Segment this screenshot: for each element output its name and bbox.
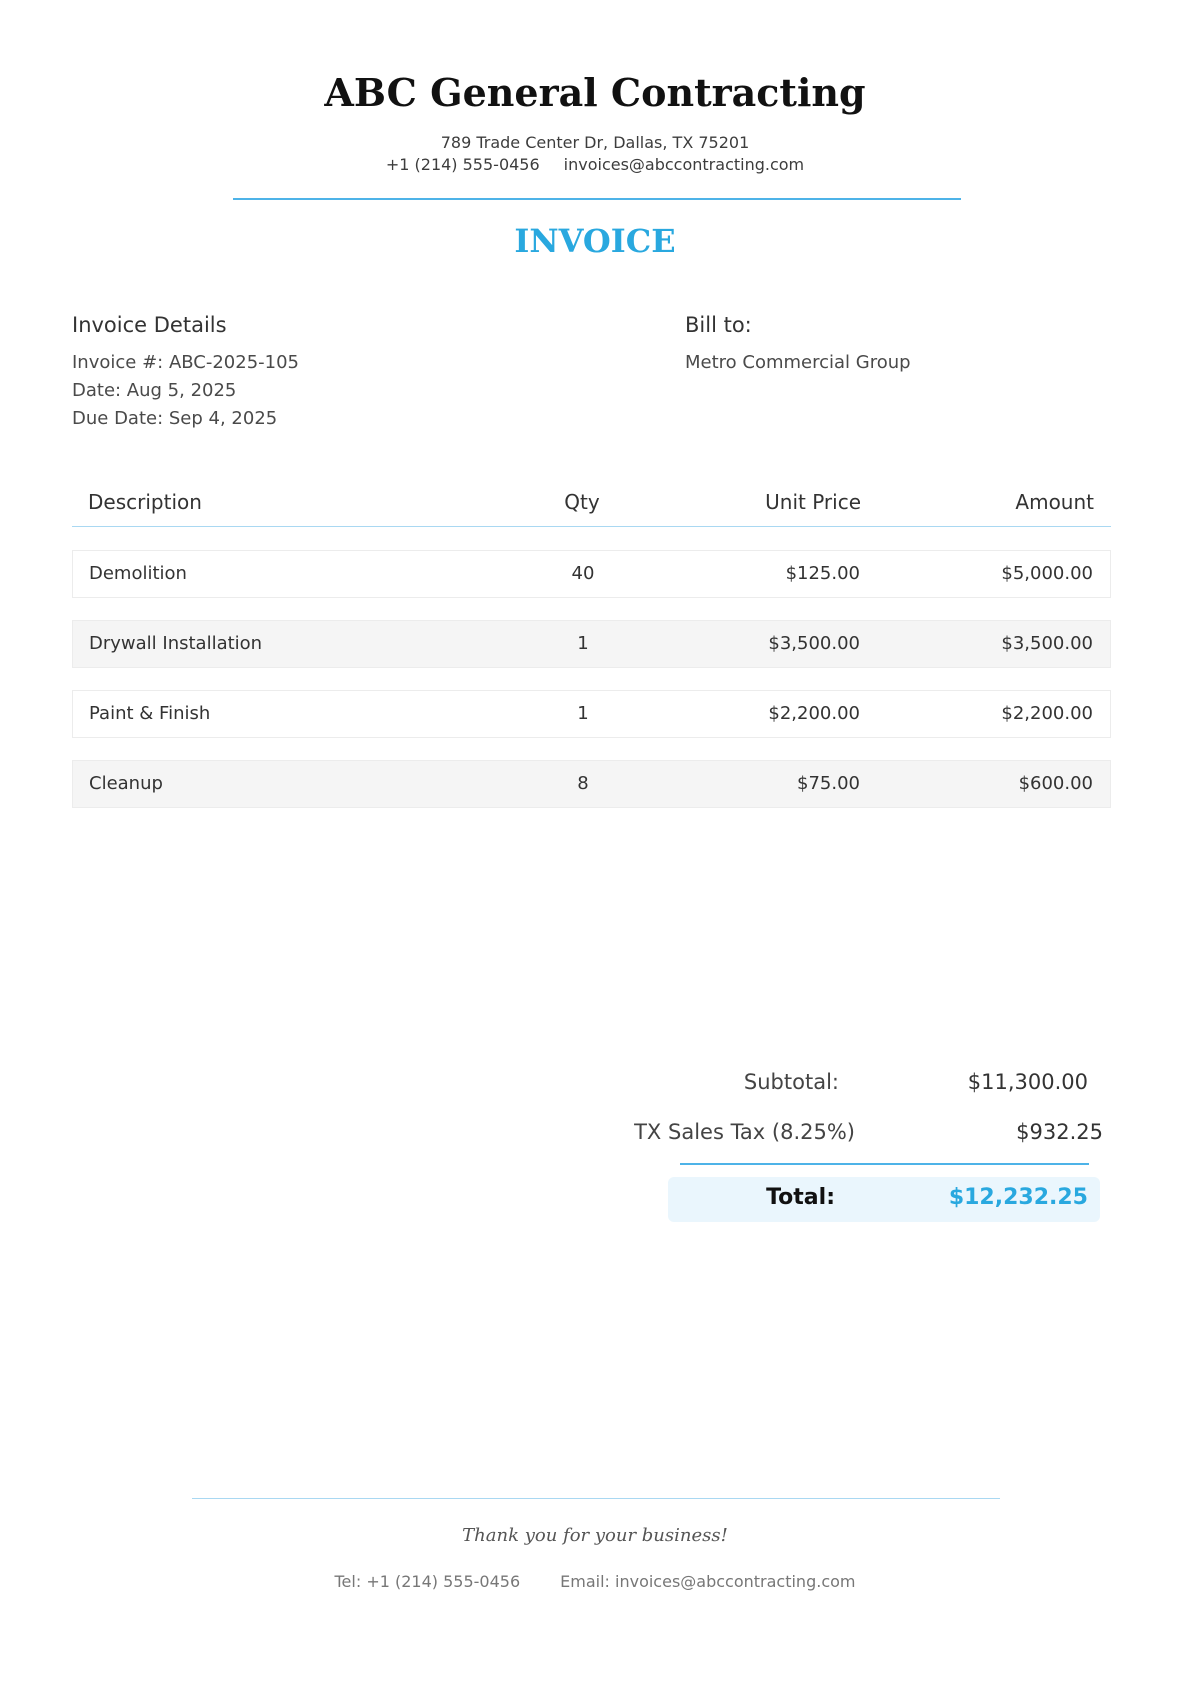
subtotal-label: Subtotal: bbox=[743, 1070, 839, 1094]
subtotal-value: $11,300.00 bbox=[967, 1070, 1088, 1094]
row-amount: $3,500.00 bbox=[1001, 633, 1093, 654]
tax-label: TX Sales Tax (8.25%) bbox=[634, 1120, 855, 1144]
company-email: invoices@abccontracting.com bbox=[563, 155, 805, 174]
total-value: $12,232.25 bbox=[948, 1185, 1088, 1210]
footer-email: Email: invoices@abccontracting.com bbox=[560, 1572, 856, 1591]
row-amount: $600.00 bbox=[1018, 773, 1093, 794]
table-header bbox=[72, 484, 1111, 527]
thank-you-note: Thank you for your business! bbox=[462, 1525, 728, 1546]
document-title: INVOICE bbox=[514, 222, 676, 260]
row-qty: 40 bbox=[571, 563, 595, 584]
totals-divider bbox=[680, 1163, 1089, 1165]
row-unit-price: $2,200.00 bbox=[768, 703, 860, 724]
footer-contact bbox=[0, 1572, 1190, 1591]
table-row bbox=[72, 760, 1111, 808]
row-unit-price: $125.00 bbox=[785, 563, 860, 584]
row-unit-price: $75.00 bbox=[797, 773, 860, 794]
company-contact bbox=[0, 155, 1190, 174]
row-amount: $5,000.00 bbox=[1001, 563, 1093, 584]
tax-value: $932.25 bbox=[1016, 1120, 1103, 1144]
row-description: Drywall Installation bbox=[89, 633, 263, 654]
company-phone: +1 (214) 555-0456 bbox=[385, 155, 540, 174]
invoice-details-heading: Invoice Details bbox=[72, 313, 227, 337]
header-divider bbox=[233, 198, 961, 200]
invoice-due-date: Due Date: Sep 4, 2025 bbox=[72, 408, 278, 429]
row-unit-price: $3,500.00 bbox=[768, 633, 860, 654]
footer-divider bbox=[192, 1498, 1000, 1499]
header-amount: Amount bbox=[1015, 490, 1094, 514]
row-qty: 1 bbox=[577, 703, 589, 724]
footer-phone: Tel: +1 (214) 555-0456 bbox=[334, 1572, 521, 1591]
row-qty: 8 bbox=[577, 773, 589, 794]
total-label: Total: bbox=[766, 1185, 835, 1210]
bill-to-heading: Bill to: bbox=[685, 313, 752, 337]
row-qty: 1 bbox=[577, 633, 589, 654]
header-description: Description bbox=[88, 490, 202, 514]
total-box bbox=[668, 1177, 1100, 1222]
invoice-number: Invoice #: ABC-2025-105 bbox=[72, 352, 300, 373]
row-description: Paint & Finish bbox=[89, 703, 211, 724]
table-row bbox=[72, 620, 1111, 668]
header-unit-price: Unit Price bbox=[765, 490, 861, 514]
bill-to-name: Metro Commercial Group bbox=[685, 352, 911, 373]
row-description: Cleanup bbox=[89, 773, 163, 794]
row-description: Demolition bbox=[89, 563, 187, 584]
invoice-date: Date: Aug 5, 2025 bbox=[72, 380, 237, 401]
header-qty: Qty bbox=[564, 490, 600, 514]
table-row bbox=[72, 690, 1111, 738]
row-amount: $2,200.00 bbox=[1001, 703, 1093, 724]
company-address: 789 Trade Center Dr, Dallas, TX 75201 bbox=[440, 133, 750, 152]
company-name: ABC General Contracting bbox=[324, 70, 866, 115]
table-row bbox=[72, 550, 1111, 598]
